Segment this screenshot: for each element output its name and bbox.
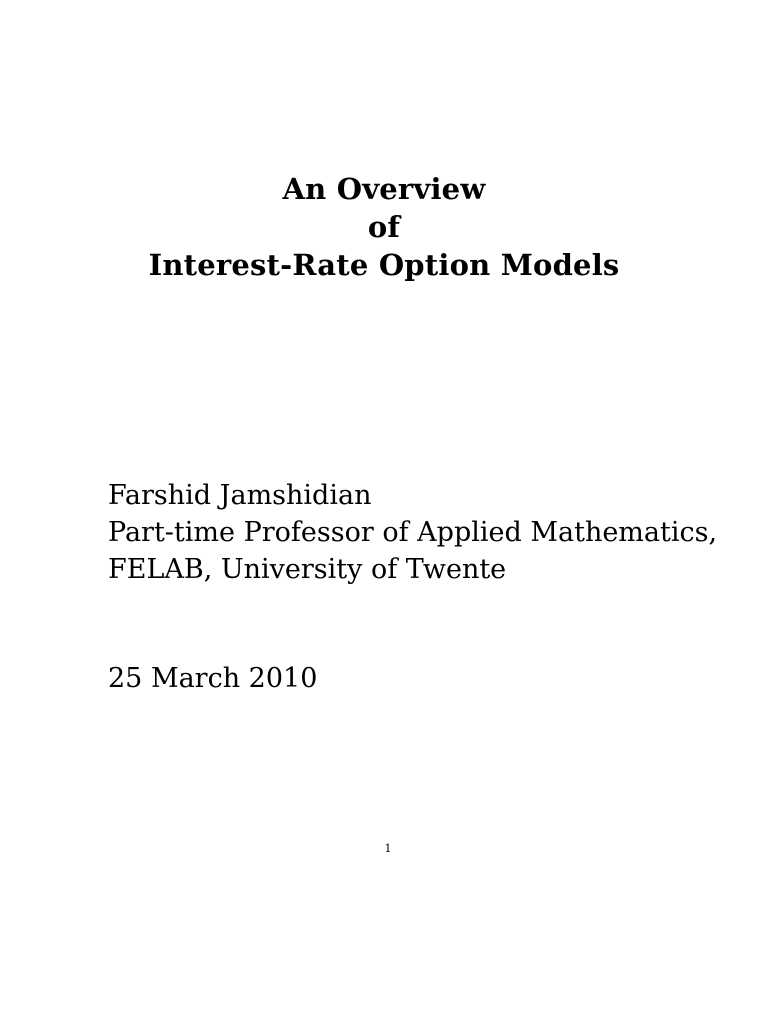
author-info [108,477,748,588]
document-date: 25 March 2010 [108,663,318,694]
author-affiliation: FELAB, University of Twente [108,554,507,585]
page-number: 1 [384,842,392,855]
author-position: Part-time Professor of Applied Mathematics, [108,517,718,548]
title-line-2: of [367,210,401,244]
author-name: Farshid Jamshidian [108,480,372,511]
title-line-1: An Overview [282,172,486,206]
title-line-3: Interest-Rate Option Models [148,248,620,282]
document-title [0,170,768,284]
